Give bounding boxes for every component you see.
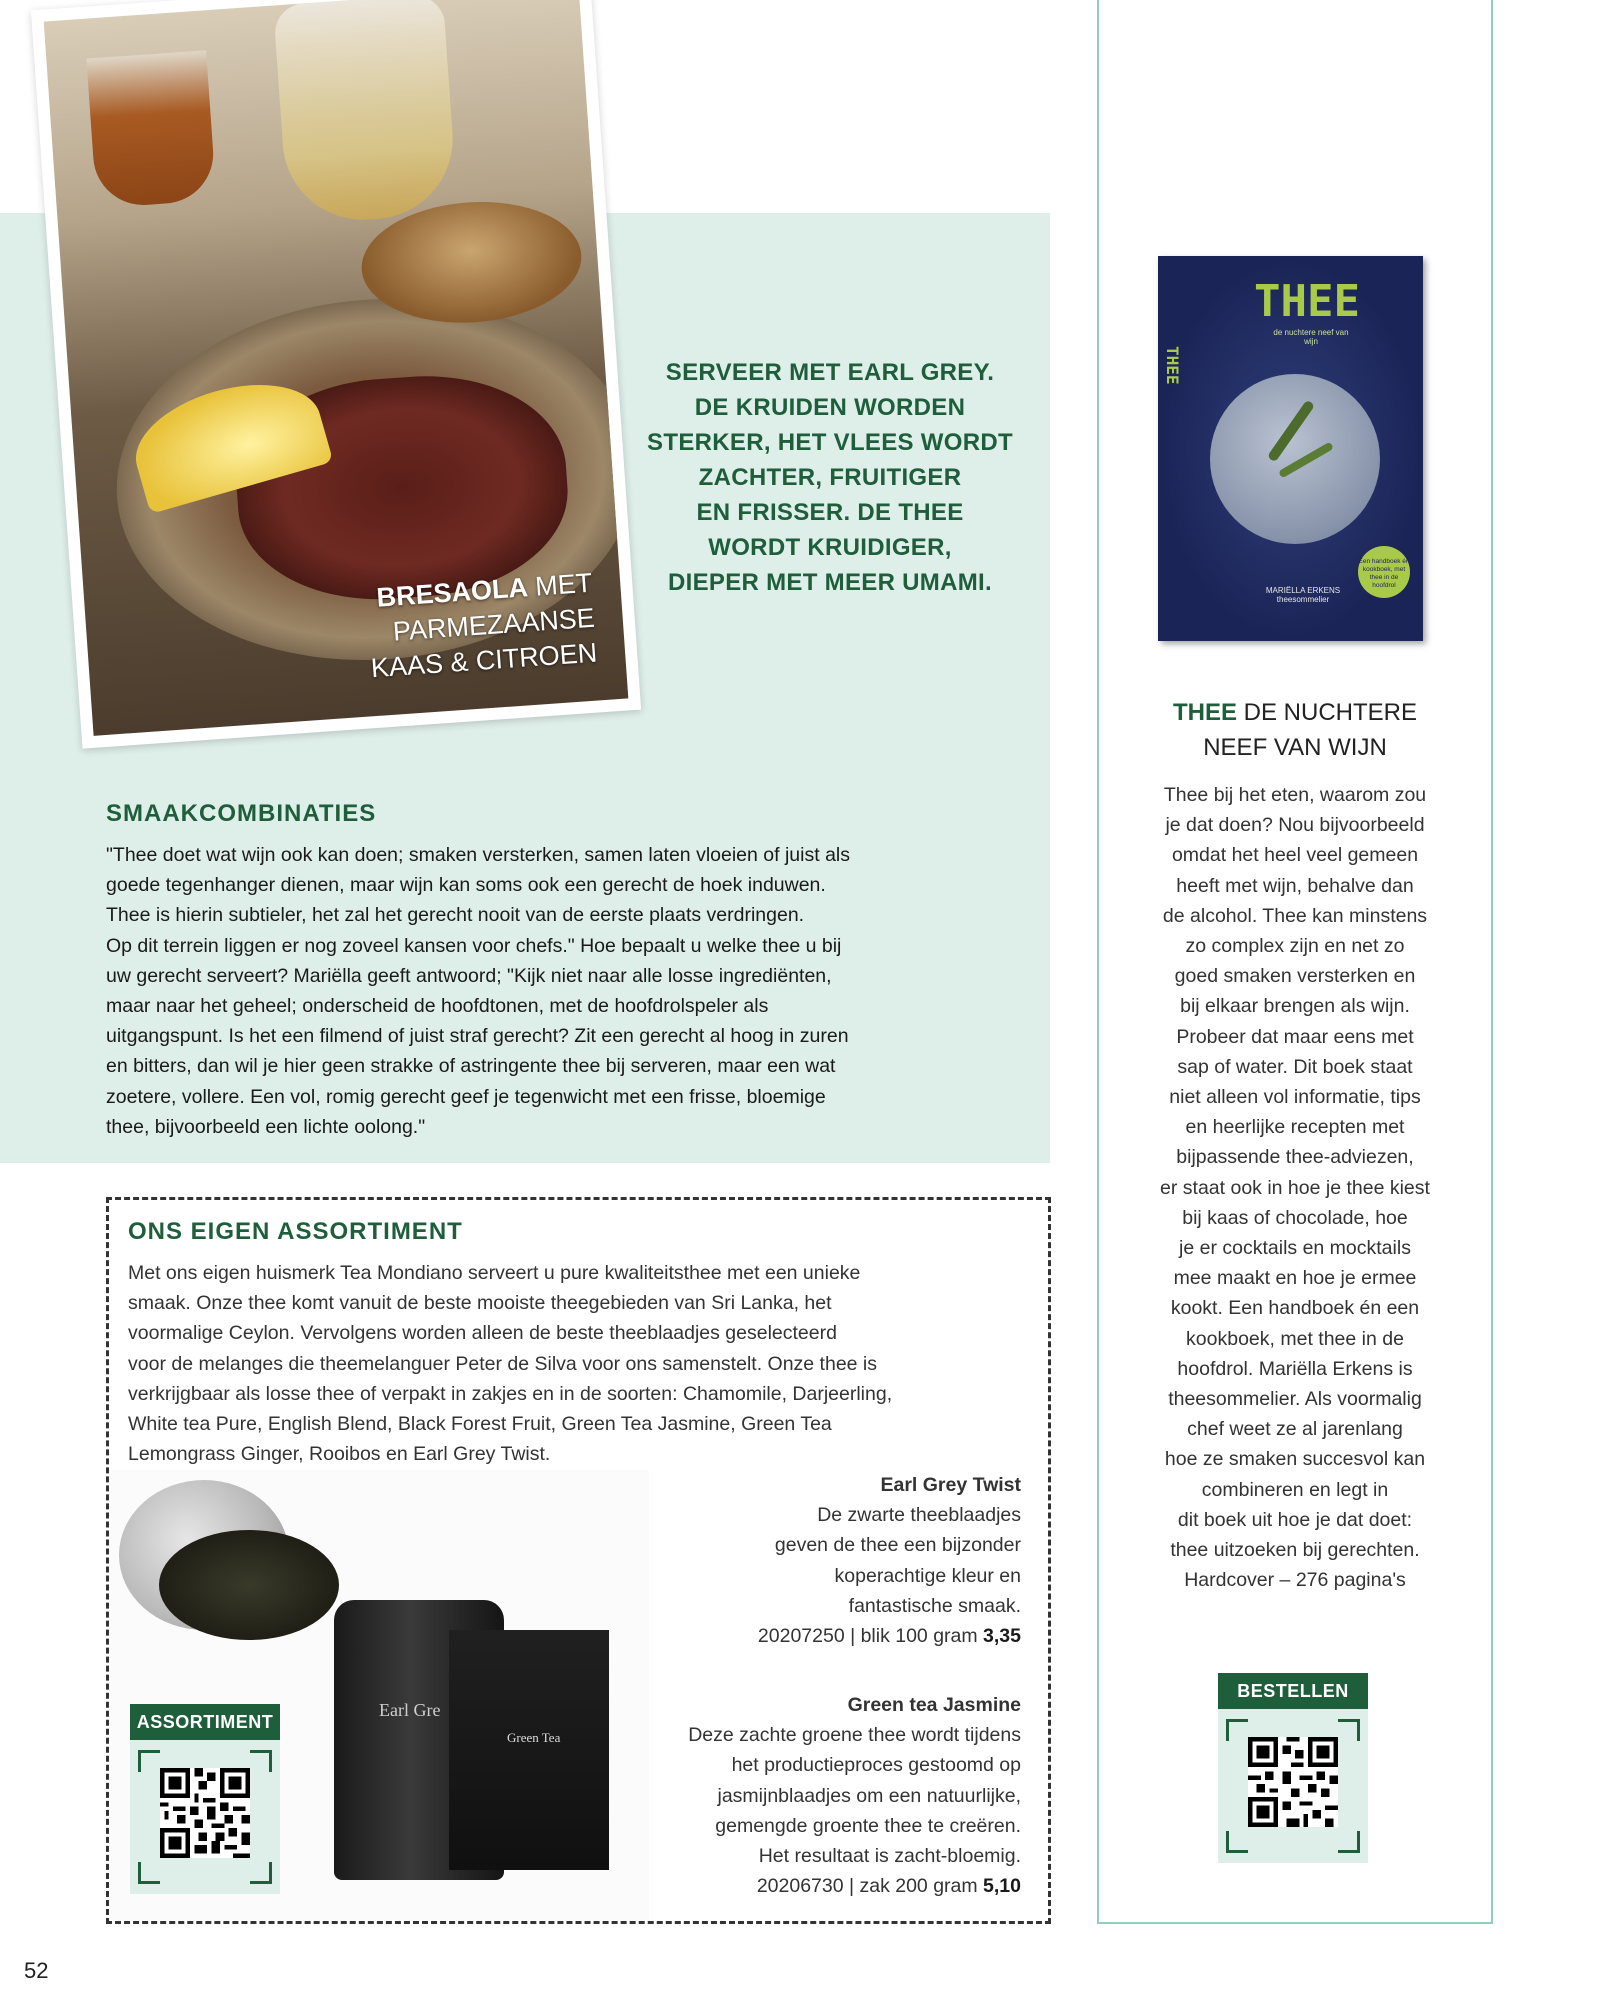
book-badge: Een handboek én kookboek, met thee in de hoofdrol [1358,546,1410,598]
book-title: THEE DE NUCHTERE NEEF VAN WIJN [1172,699,1418,761]
bestellen-qr-card[interactable] [1218,1673,1368,1863]
carafe-shape [273,0,458,225]
book-cover-subtitle: de nuchtere neef van wijn [1273,328,1349,346]
book-cover-title: THEE [1254,276,1360,327]
product-price: 3,35 [983,1625,1021,1648]
pull-quote: SERVEER MET EARL GREY. DE KRUIDEN WORDEN STERKER, HET VLEES WORDT ZACHTER, FRUITIGER EN FRISSER. DE THEE WORDT KRUIDIGER, DIEPER MET MEER UMAMI. [647,359,1013,596]
book-description: Thee bij het eten, waarom zou je dat doen? Nou bijvoorbeeld omdat het heel veel gemeen heeft met wijn, behalve dan de alcohol. Thee kan minstens zo complex zijn en net zo goed smaken versterken en bij elkaar brengen als wijn. Probeer dat maar eens met sap of water. Dit boek staat niet alleen vol informatie, tips en heerlijke recepten met bijpassende thee-adviezen, er staat ook in hoe je thee kiest bij kaas of chocolade, hoe je er cocktails en mocktails mee maakt en hoe je ermee kookt. Een handboek én een kookboek, met thee in de hoofdrol. Mariëlla Erkens is theesommelier. Als voormalig chef weet ze al jarenlang hoe ze smaken succesvol kan combineren en legt in dit boek uit hoe je dat doet: thee uitzoeken bij gerechten. Hardcover – 276 pagina's [1160,784,1430,1592]
pouch-label: Green Tea [507,1730,561,1745]
product-name: Earl Grey Twist [880,1474,1021,1496]
qr-background [1218,1709,1368,1863]
product-name: Green tea Jasmine [847,1694,1021,1716]
bresaola-photo [31,0,641,749]
product-code-line: 20207250 | blik 100 gram 3,35 [757,1625,1021,1648]
product-price: 5,10 [983,1875,1021,1898]
product-green-tea-jasmine: Green tea Jasmine Deze zachte groene thee wordt tijdens het productieproces gestoomd op jasmijnblaadjes om een natuurlijke, gemengde groente thee te creëren. Het resultaat is zacht-bloemig. 20206730 | zak 200 gram 5,10 [621,1690,1021,1901]
book-author: MARIËLLA ERKENS theesommelier [1265,586,1341,604]
product-earl-grey-twist: Earl Grey Twist De zwarte theeblaadjes geven de thee een bijzonder koperachtige kleur en fantastische smaak. 20207250 | blik 100 gram 3,35 [621,1470,1021,1651]
tin-label: Earl Gre [379,1700,441,1720]
book-spine-text: THEE [1163,346,1182,385]
book-cover [1158,256,1423,641]
smaakcombinaties-heading: SMAAKCOMBINATIES [106,800,377,827]
assortiment-qr-card[interactable] [130,1704,280,1894]
bestellen-qr-label: BESTELLEN [1218,1673,1368,1709]
assortiment-text: Met ons eigen huismerk Tea Mondiano serveert u pure kwaliteitsthee met een unieke smaak. Onze thee komt vanuit de beste mooiste theegebieden van Sri Lanka, het voormalige Ceylon. Vervolgens worden alleen de beste theeblaadjes geselecteerd voor de melanges die theemelanguer Peter de Silva voor ons samenstelt. Onze thee is verkrijgbaar als losse thee of verpakt in zakjes en in de soorten: Chamomile, Darjeerling, White tea Pure, English Blend, Black Forest Fruit, Green Tea Jasmine, Green Tea Lemongrass Ginger, Rooibos en Earl Grey Twist. [128,1262,893,1466]
book-plate-shape [1210,374,1380,544]
page-number: 52 [24,1958,49,1983]
photo-image [44,0,629,736]
qr-code-icon[interactable] [1248,1737,1338,1827]
tea-leaves-shape [159,1530,339,1640]
assortiment-heading: ONS EIGEN ASSORTIMENT [128,1218,463,1245]
smaakcombinaties-text: "Thee doet wat wijn ook kan doen; smaken versterken, samen laten vloeien of juist als goede tegenhanger dienen, maar wijn kan soms ook een gerecht de hoek induwen. Thee is hierin subtieler, het zal het gerecht nooit van de eerste plaats verdringen. Op dit terrein liggen er nog zoveel kansen voor chefs." Hoe bepaalt u welke thee u bij uw gerecht serveert? Mariëlla geeft antwoord; "Kijk niet naar alle losse ingrediënten, maar naar het geheel; onderscheid de hoofdtonen, met de hoofdrolspeler als uitgangspunt. Is het een filmend of juist straf gerecht? Zit een gerecht al hoog in zuren en bitters, dan wil je hier geen strakke of astringente thee bij serveren, maar een wat zoetere, vollere. Een vol, romig gerecht geef je tegenwicht met een frisse, bloemige thee, bijvoorbeeld een lichte oolong." [106,844,850,1138]
green-tea-pouch [449,1630,609,1870]
qr-code-icon[interactable] [160,1768,250,1858]
product-code-line: 20206730 | zak 200 gram 5,10 [756,1875,1021,1898]
glass-shape [86,50,216,208]
assortiment-qr-label: ASSORTIMENT [130,1704,280,1740]
photo-caption: BRESAOLA MET PARMEZAANSE KAAS & CITROEN [369,567,599,684]
qr-background [130,1740,280,1894]
